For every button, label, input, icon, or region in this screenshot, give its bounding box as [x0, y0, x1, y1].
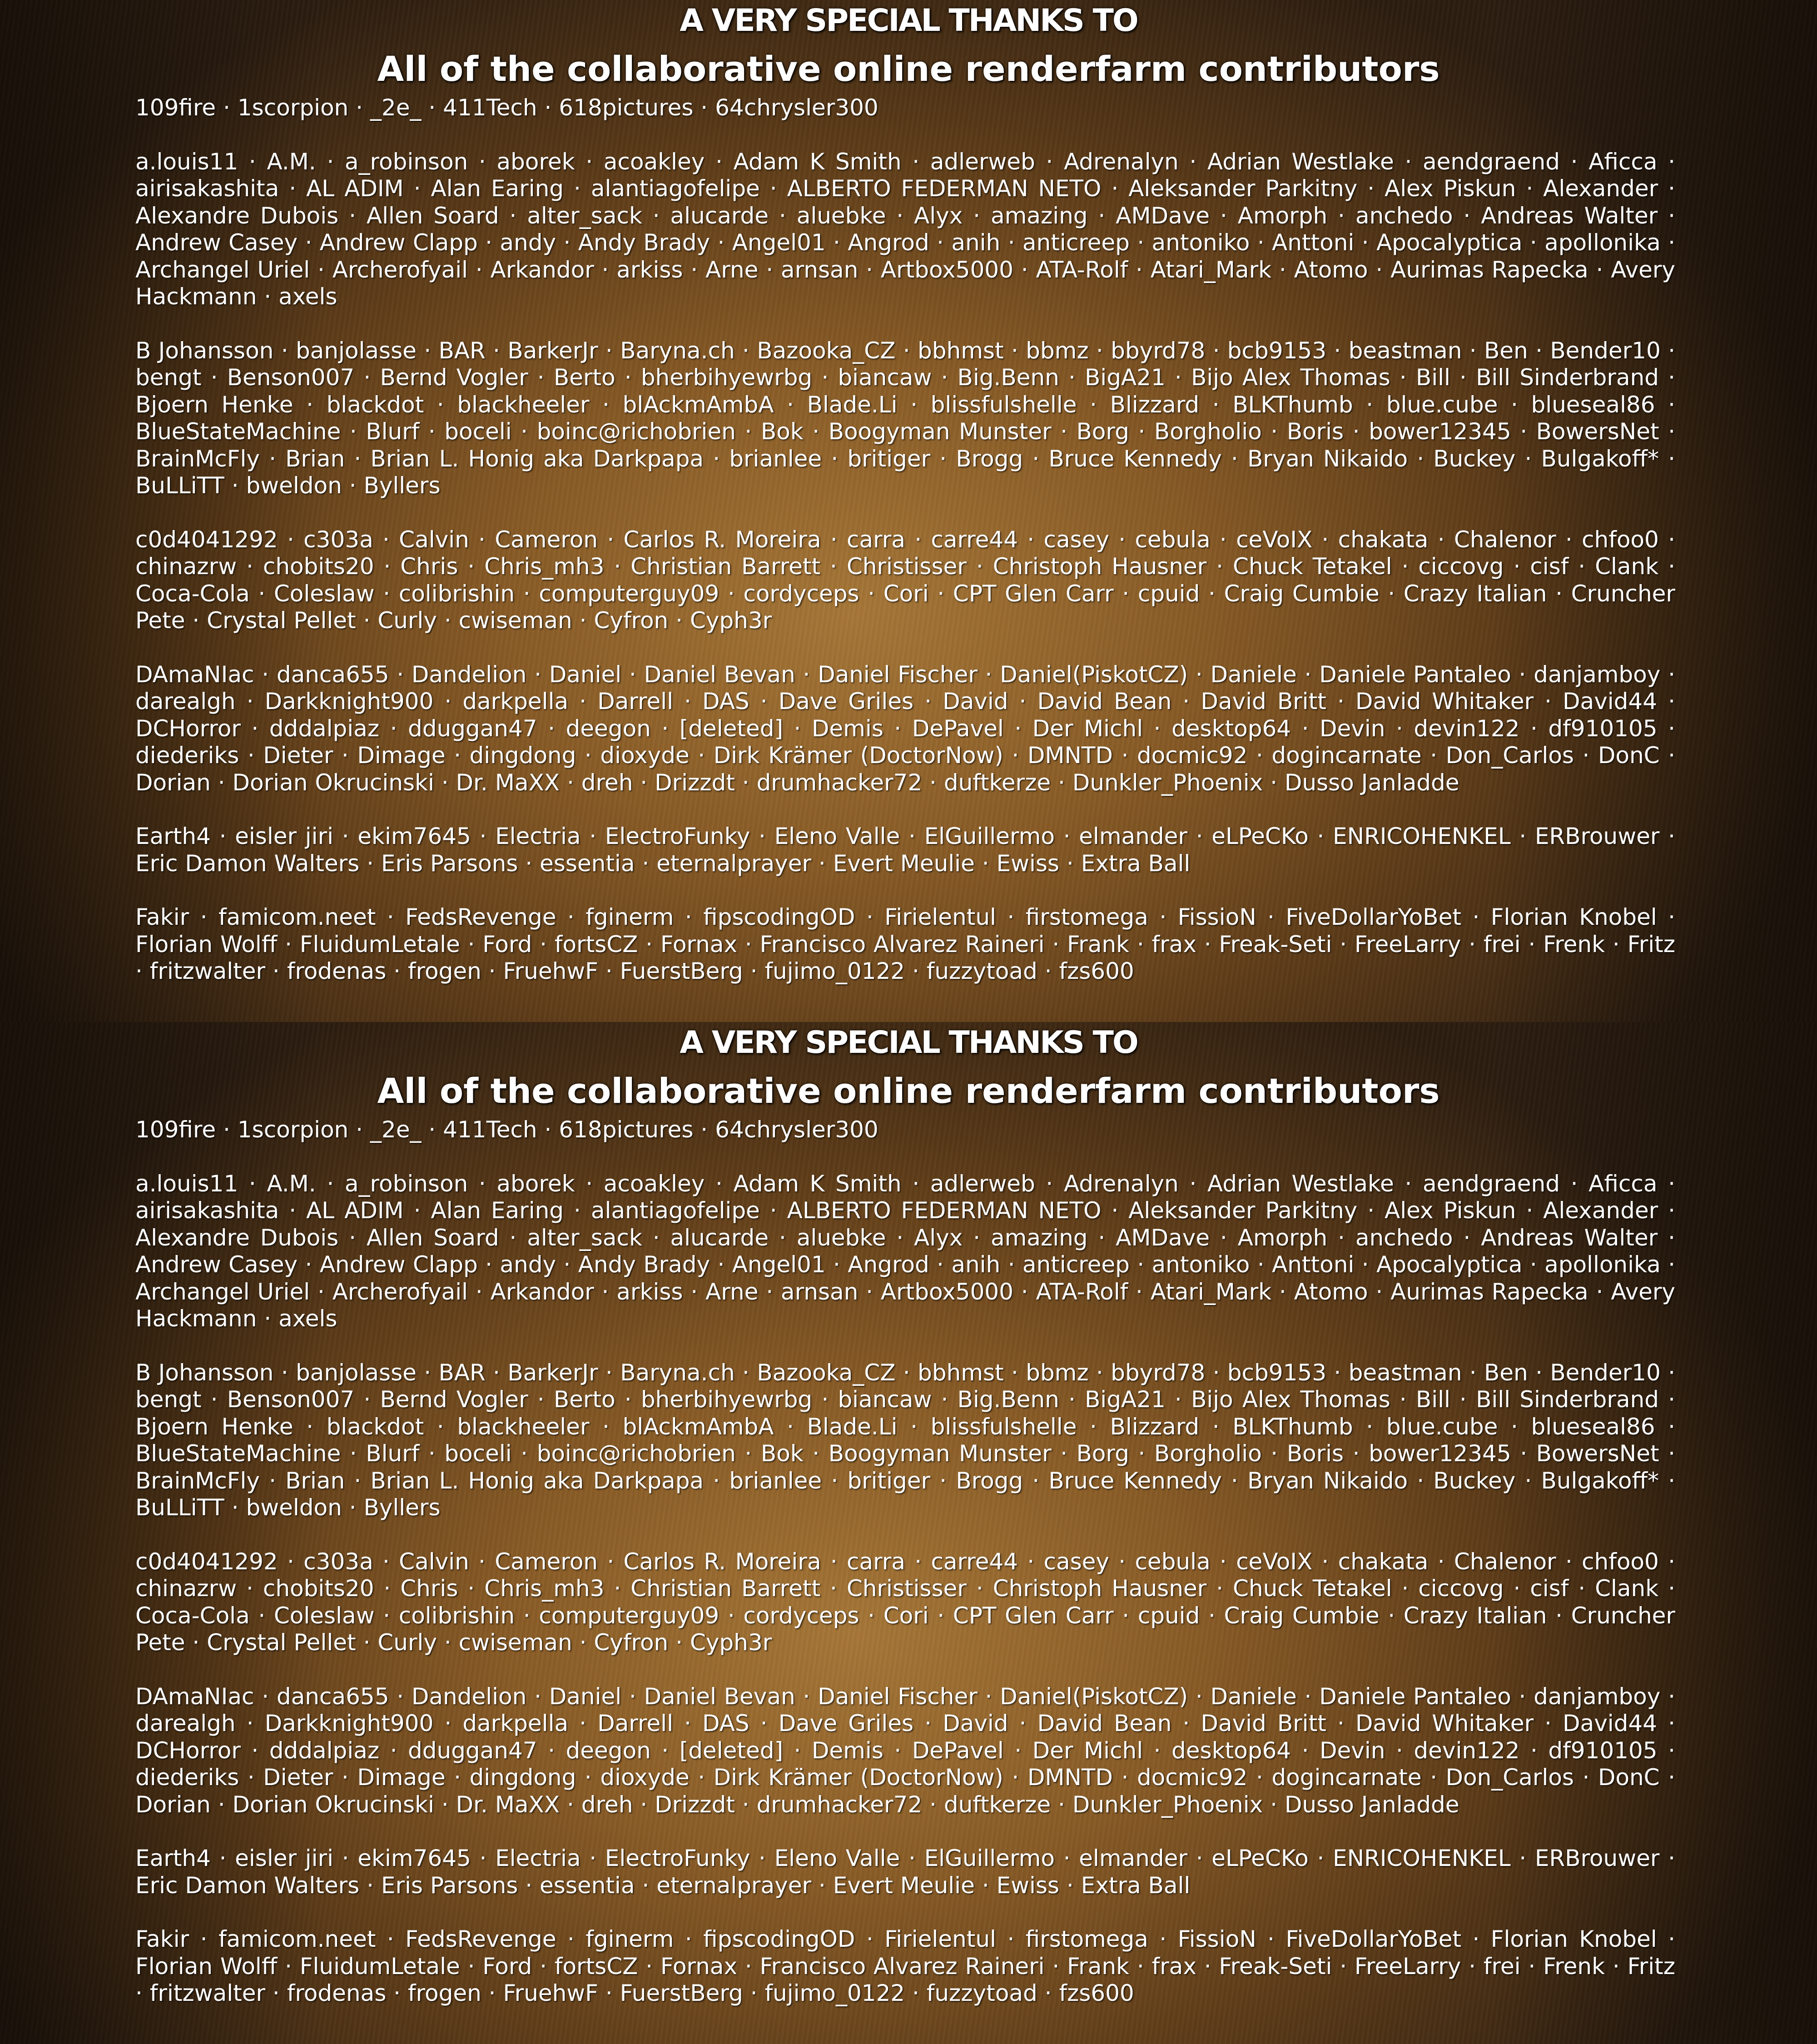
credit-group-b: B Johansson · banjolasse · BAR · BarkerJr · Baryna.ch · Bazooka_CZ · bbhmst · bbmz · bbyrd78 · bcb9153 · beastman · Ben · Bender10 · bengt · Benson007 · Bernd Vogler · Berto · bherbihyewrbg · biancaw · Big.Benn · BigA21 · Bijo Alex Thomas · Bill · Bill Sinderbrand · Bjoern Henke · blackdot · blackheeler · blAckmAmbA · Blade.Li · blissfulshelle · Blizzard · BLKThumb · blue.cube · blueseal86 · BlueStateMachine · Blurf · boceli · boinc@richobrien · Bok · Boogyman Munster · Borg · Borgholio · Boris · bower12345 · BowersNet · BrainMcFly · Brian · Brian L. Honig aka Darkpapa · brianlee · britiger · Brogg · Bruce Kennedy · Bryan Nikaido · Buckey · Bulgakoff* · BuLLiTT · bweldon · Byllers	[135, 1359, 1675, 1522]
credit-group-e: Earth4 · eisler jiri · ekim7645 · Electria · ElectroFunky · Eleno Valle · ElGuillermo · elmander · eLPeCKo · ENRICOHENKEL · ERBrouwer · Eric Damon Walters · Eris Parsons · essentia · eternalprayer · Evert Meulie · Ewiss · Extra Ball	[135, 1845, 1675, 1899]
credit-group-b: B Johansson · banjolasse · BAR · BarkerJr · Baryna.ch · Bazooka_CZ · bbhmst · bbmz · bbyrd78 · bcb9153 · beastman · Ben · Bender10 · bengt · Benson007 · Bernd Vogler · Berto · bherbihyewrbg · biancaw · Big.Benn · BigA21 · Bijo Alex Thomas · Bill · Bill Sinderbrand · Bjoern Henke · blackdot · blackheeler · blAckmAmbA · Blade.Li · blissfulshelle · Blizzard · BLKThumb · blue.cube · blueseal86 · BlueStateMachine · Blurf · boceli · boinc@richobrien · Bok · Boogyman Munster · Borg · Borgholio · Boris · bower12345 · BowersNet · BrainMcFly · Brian · Brian L. Honig aka Darkpapa · brianlee · britiger · Brogg · Bruce Kennedy · Bryan Nikaido · Buckey · Bulgakoff* · BuLLiTT · bweldon · Byllers	[135, 337, 1675, 500]
credit-group-digits: 109fire · 1scorpion · _2e_ · 411Tech · 618pictures · 64chrysler300	[135, 94, 1675, 122]
credit-group-f: Fakir · famicom.neet · FedsRevenge · fginerm · fipscodingOD · Firielentul · firstomega · FissioN · FiveDollarYoBet · Florian Knobel · Florian Wolff · FluidumLetale · Ford · fortsCZ · Fornax · Francisco Alvarez Raineri · Frank · frax · Freak-Seti · FreeLarry · frei · Frenk · Fritz · fritzwalter · frodenas · frogen · FruehwF · FuerstBerg · fujimo_0122 · fuzzytoad · fzs600	[135, 904, 1675, 985]
credit-group-d: DAmaNIac · danca655 · Dandelion · Daniel · Daniel Bevan · Daniel Fischer · Daniel(PiskotCZ) · Daniele · Daniele Pantaleo · danjamboy · darealgh · Darkknight900 · darkpella · Darrell · DAS · Dave Griles · David · David Bean · David Britt · David Whitaker · David44 · DCHorror · dddalpiaz · dduggan47 · deegon · [deleted] · Demis · DePavel · Der Michl · desktop64 · Devin · devin122 · df910105 · diederiks · Dieter · Dimage · dingdong · dioxyde · Dirk Krämer (DoctorNow) · DMNTD · docmic92 · dogincarnate · Don_Carlos · DonC · Dorian · Dorian Okrucinski · Dr. MaXX · dreh · Drizzdt · drumhacker72 · duftkerze · Dunkler_Phoenix · Dusso Janladde	[135, 661, 1675, 797]
thanks-subtitle: All of the collaborative online renderfarm contributors	[0, 46, 1817, 92]
credit-group-c: c0d4041292 · c303a · Calvin · Cameron · Carlos R. Moreira · carra · carre44 · casey · cebula · ceVoIX · chakata · Chalenor · chfoo0 · chinazrw · chobits20 · Chris · Chris_mh3 · Christian Barrett · Christisser · Christoph Hausner · Chuck Tetakel · ciccovg · cisf · Clank · Coca-Cola · Coleslaw · colibrishin · computerguy09 · cordyceps · Cori · CPT Glen Carr · cpuid · Craig Cumbie · Crazy Italian · Cruncher Pete · Crystal Pellet · Curly · cwiseman · Cyfron · Cyph3r	[135, 526, 1675, 635]
thanks-title: A VERY SPECIAL THANKS TO	[0, 1024, 1817, 1062]
thanks-subtitle: All of the collaborative online renderfarm contributors	[0, 1068, 1817, 1114]
credit-group-a: a.louis11 · A.M. · a_robinson · aborek · acoakley · Adam K Smith · adlerweb · Adrenalyn · Adrian Westlake · aendgraend · Aficca · airisakashita · AL ADIM · Alan Earing · alantiagofelipe · ALBERTO FEDERMAN NETO · Aleksander Parkitny · Alex Piskun · Alexander · Alexandre Dubois · Allen Soard · alter_sack · alucarde · aluebke · Alyx · amazing · AMDave · Amorph · anchedo · Andreas Walter · Andrew Casey · Andrew Clapp · andy · Andy Brady · Angel01 · Angrod · anih · anticreep · antoniko · Anttoni · Apocalyptica · apollonika · Archangel Uriel · Archerofyail · Arkandor · arkiss · Arne · arnsan · Artbox5000 · ATA-Rolf · Atari_Mark · Atomo · Aurimas Rapecka · Avery Hackmann · axels	[135, 1171, 1675, 1333]
credit-group-c: c0d4041292 · c303a · Calvin · Cameron · Carlos R. Moreira · carra · carre44 · casey · cebula · ceVoIX · chakata · Chalenor · chfoo0 · chinazrw · chobits20 · Chris · Chris_mh3 · Christian Barrett · Christisser · Christoph Hausner · Chuck Tetakel · ciccovg · cisf · Clank · Coca-Cola · Coleslaw · colibrishin · computerguy09 · cordyceps · Cori · CPT Glen Carr · cpuid · Craig Cumbie · Crazy Italian · Cruncher Pete · Crystal Pellet · Curly · cwiseman · Cyfron · Cyph3r	[135, 1548, 1675, 1657]
credit-group-e: Earth4 · eisler jiri · ekim7645 · Electria · ElectroFunky · Eleno Valle · ElGuillermo · elmander · eLPeCKo · ENRICOHENKEL · ERBrouwer · Eric Damon Walters · Eris Parsons · essentia · eternalprayer · Evert Meulie · Ewiss · Extra Ball	[135, 823, 1675, 877]
credit-group-digits: 109fire · 1scorpion · _2e_ · 411Tech · 618pictures · 64chrysler300	[135, 1116, 1675, 1144]
credit-group-d: DAmaNIac · danca655 · Dandelion · Daniel · Daniel Bevan · Daniel Fischer · Daniel(PiskotCZ) · Daniele · Daniele Pantaleo · danjamboy · darealgh · Darkknight900 · darkpella · Darrell · DAS · Dave Griles · David · David Bean · David Britt · David Whitaker · David44 · DCHorror · dddalpiaz · dduggan47 · deegon · [deleted] · Demis · DePavel · Der Michl · desktop64 · Devin · devin122 · df910105 · diederiks · Dieter · Dimage · dingdong · dioxyde · Dirk Krämer (DoctorNow) · DMNTD · docmic92 · dogincarnate · Don_Carlos · DonC · Dorian · Dorian Okrucinski · Dr. MaXX · dreh · Drizzdt · drumhacker72 · duftkerze · Dunkler_Phoenix · Dusso Janladde	[135, 1683, 1675, 1819]
credit-group-a: a.louis11 · A.M. · a_robinson · aborek · acoakley · Adam K Smith · adlerweb · Adrenalyn · Adrian Westlake · aendgraend · Aficca · airisakashita · AL ADIM · Alan Earing · alantiagofelipe · ALBERTO FEDERMAN NETO · Aleksander Parkitny · Alex Piskun · Alexander · Alexandre Dubois · Allen Soard · alter_sack · alucarde · aluebke · Alyx · amazing · AMDave · Amorph · anchedo · Andreas Walter · Andrew Casey · Andrew Clapp · andy · Andy Brady · Angel01 · Angrod · anih · anticreep · antoniko · Anttoni · Apocalyptica · apollonika · Archangel Uriel · Archerofyail · Arkandor · arkiss · Arne · arnsan · Artbox5000 · ATA-Rolf · Atari_Mark · Atomo · Aurimas Rapecka · Avery Hackmann · axels	[135, 149, 1675, 311]
credit-group-f: Fakir · famicom.neet · FedsRevenge · fginerm · fipscodingOD · Firielentul · firstomega · FissioN · FiveDollarYoBet · Florian Knobel · Florian Wolff · FluidumLetale · Ford · fortsCZ · Fornax · Francisco Alvarez Raineri · Frank · frax · Freak-Seti · FreeLarry · frei · Frenk · Fritz · fritzwalter · frodenas · frogen · FruehwF · FuerstBerg · fujimo_0122 · fuzzytoad · fzs600	[135, 1926, 1675, 2007]
thanks-title: A VERY SPECIAL THANKS TO	[0, 2, 1817, 40]
